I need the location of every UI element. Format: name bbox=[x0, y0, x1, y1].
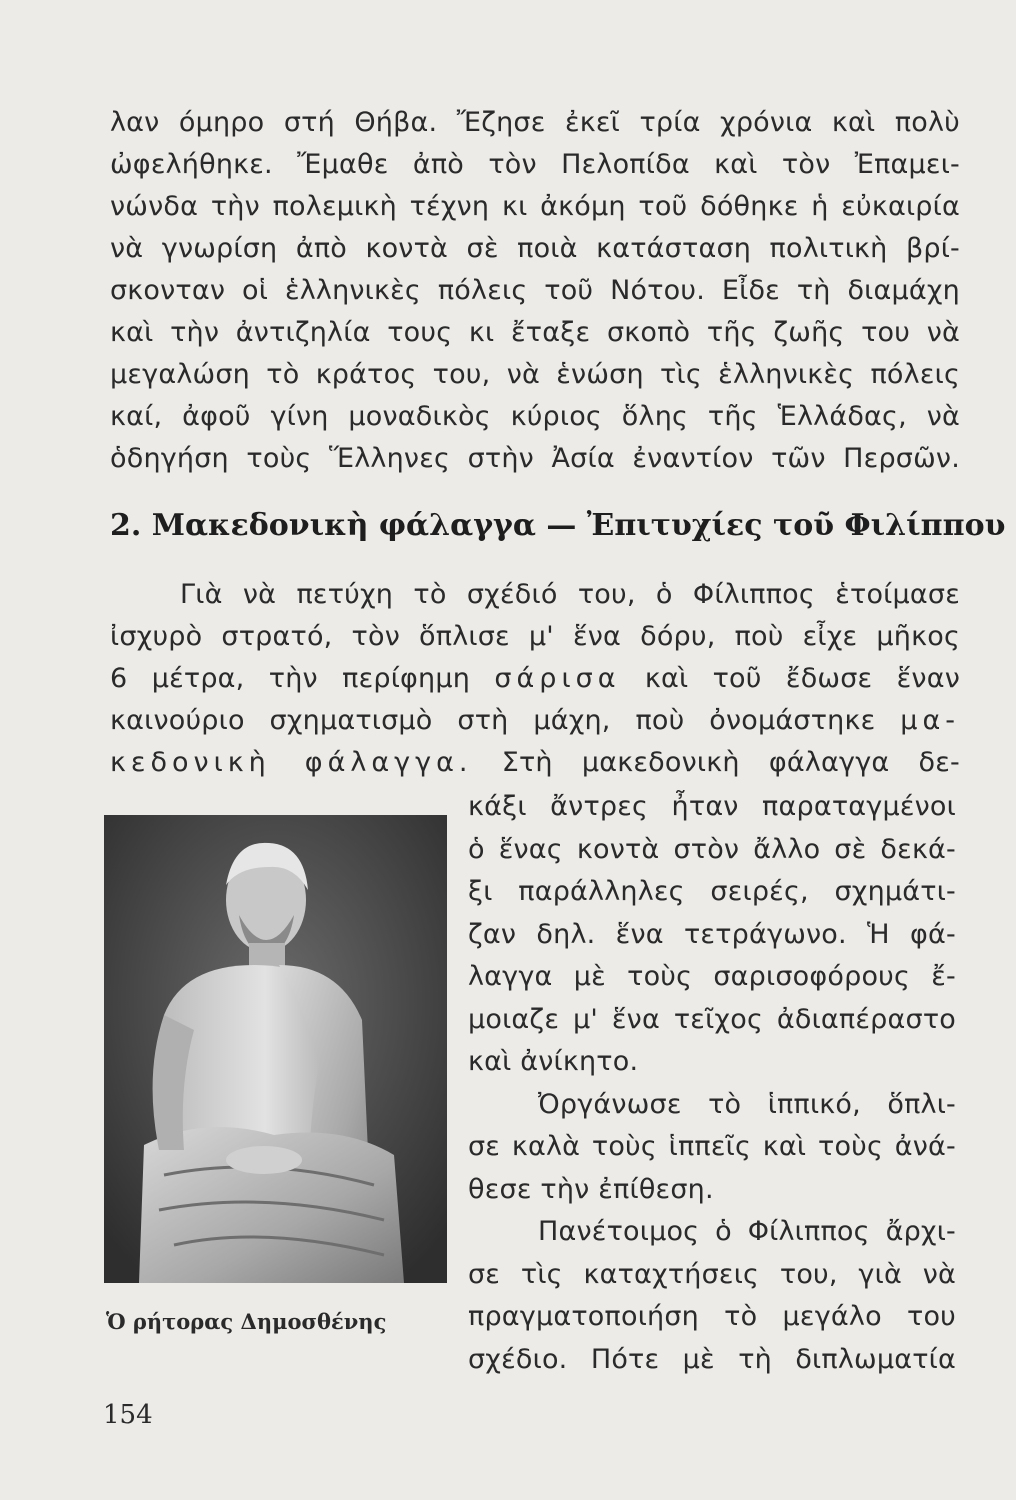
text-fragment: 6 μέτρα, τὴν περίφημη bbox=[110, 663, 471, 694]
text-line: καί, ἀφοῦ γίνη μοναδικὸς κύριος ὅλης τῆς Ἑλλάδας, νὰ bbox=[110, 401, 960, 432]
intro-paragraph bbox=[110, 102, 960, 480]
text-line: σε καλὰ τοὺς ἱππεῖς καὶ τοὺς ἀνά- bbox=[468, 1131, 956, 1162]
text-line: σκονταν οἱ ἑλληνικὲς πόλεις τοῦ Νότου. Εἶδε τὴ διαμάχη bbox=[110, 275, 960, 306]
text-line: μοιαζε μ' ἕνα τεῖχος ἀδιαπέραστο bbox=[468, 1003, 956, 1035]
text-line: νώνδα τὴν πολεμικὴ τέχνη κι ἀκόμη τοῦ δόθηκε ἡ εὐκαιρία bbox=[110, 191, 960, 222]
text-fragment: Στὴ μακεδονικὴ φάλαγγα δε- bbox=[501, 747, 961, 778]
photo-caption: Ὁ ρήτορας Δημοσθένης bbox=[106, 1309, 387, 1334]
text-fragment: καὶ τοῦ ἔδωσε ἕναν bbox=[644, 663, 960, 694]
section-heading: 2. Μακεδονικὴ φάλαγγα — Ἐπιτυχίες τοῦ Φιλίππου bbox=[110, 508, 1006, 543]
text-line: λαγγα μὲ τοὺς σαρισοφόρους ἔ- bbox=[468, 961, 956, 992]
text-line: νὰ γνωρίση ἀπὸ κοντὰ σὲ ποιὰ κατάσταση πολιτικὴ βρί- bbox=[110, 233, 960, 264]
phalanx-paragraph bbox=[110, 574, 960, 784]
text-line: ξι παράλληλες σειρές, σχημάτι- bbox=[468, 876, 956, 907]
text-line bbox=[110, 742, 960, 784]
statue-illustration bbox=[104, 815, 447, 1283]
term-phalanx: κεδονικὴ φάλαγγα. bbox=[110, 747, 473, 778]
text-line: μεγαλώση τὸ κράτος του, νὰ ἑνώση τὶς ἑλληνικὲς πόλεις bbox=[110, 359, 960, 390]
text-line: ὁ ἕνας κοντὰ στὸν ἄλλο σὲ δεκά- bbox=[468, 833, 956, 865]
demosthenes-statue-photo bbox=[104, 815, 447, 1283]
text-line: λαν όμηρο στή Θήβα. Ἔζησε ἐκεῖ τρία χρόνια καὶ πολὺ bbox=[110, 107, 960, 138]
text-line: Ὀργάνωσε τὸ ἱππικό, ὅπλι- bbox=[538, 1088, 956, 1120]
text-line: Πανέτοιμος ὁ Φίλιππος ἄρχι- bbox=[538, 1216, 956, 1247]
text-line bbox=[110, 700, 960, 742]
text-line: πραγματοποιήση τὸ μεγάλο του bbox=[468, 1301, 956, 1332]
text-line: ὠφελήθηκε. Ἔμαθε ἀπὸ τὸν Πελοπίδα καὶ τὸν Ἐπαμει- bbox=[110, 149, 960, 180]
text-line: σχέδιο. Πότε μὲ τὴ διπλωματία bbox=[468, 1343, 956, 1375]
text-line: καὶ τὴν ἀντιζηλία τους κι ἔταξε σκοπὸ τῆς ζωῆς του νὰ bbox=[110, 317, 960, 348]
text-line: ἰσχυρὸ στρατό, τὸν ὅπλισε μ' ἕνα δόρυ, ποὺ εἶχε μῆκος bbox=[110, 621, 960, 652]
term-macedonian: μα- bbox=[900, 705, 960, 736]
term-sarisa: σάρισα bbox=[494, 663, 621, 694]
text-line: ὁδηγήση τοὺς Ἕλληνες στὴν Ἀσία ἐναντίον τῶν Περσῶν. bbox=[110, 443, 960, 474]
text-fragment: καινούριο σχηματισμὸ στὴ μάχη, ποὺ ὀνομάστηκε bbox=[110, 705, 876, 736]
text-line: σε τὶς καταχτήσεις του, γιὰ νὰ bbox=[468, 1258, 956, 1290]
side-column-text bbox=[468, 786, 956, 1381]
text-line bbox=[110, 658, 960, 700]
page-number: 154 bbox=[103, 1400, 153, 1430]
text-line: Γιὰ νὰ πετύχη τὸ σχέδιό του, ὁ Φίλιππος ἑτοίμασε bbox=[180, 579, 960, 610]
text-line: ζαν δηλ. ἕνα τετράγωνο. Ἡ φά- bbox=[468, 918, 956, 950]
text-line: καὶ ἀνίκητο. bbox=[468, 1046, 639, 1077]
text-line: κάξι ἄντρες ἦταν παραταγμένοι bbox=[468, 791, 956, 822]
text-line: θεσε τὴν ἐπίθεση. bbox=[468, 1173, 714, 1205]
